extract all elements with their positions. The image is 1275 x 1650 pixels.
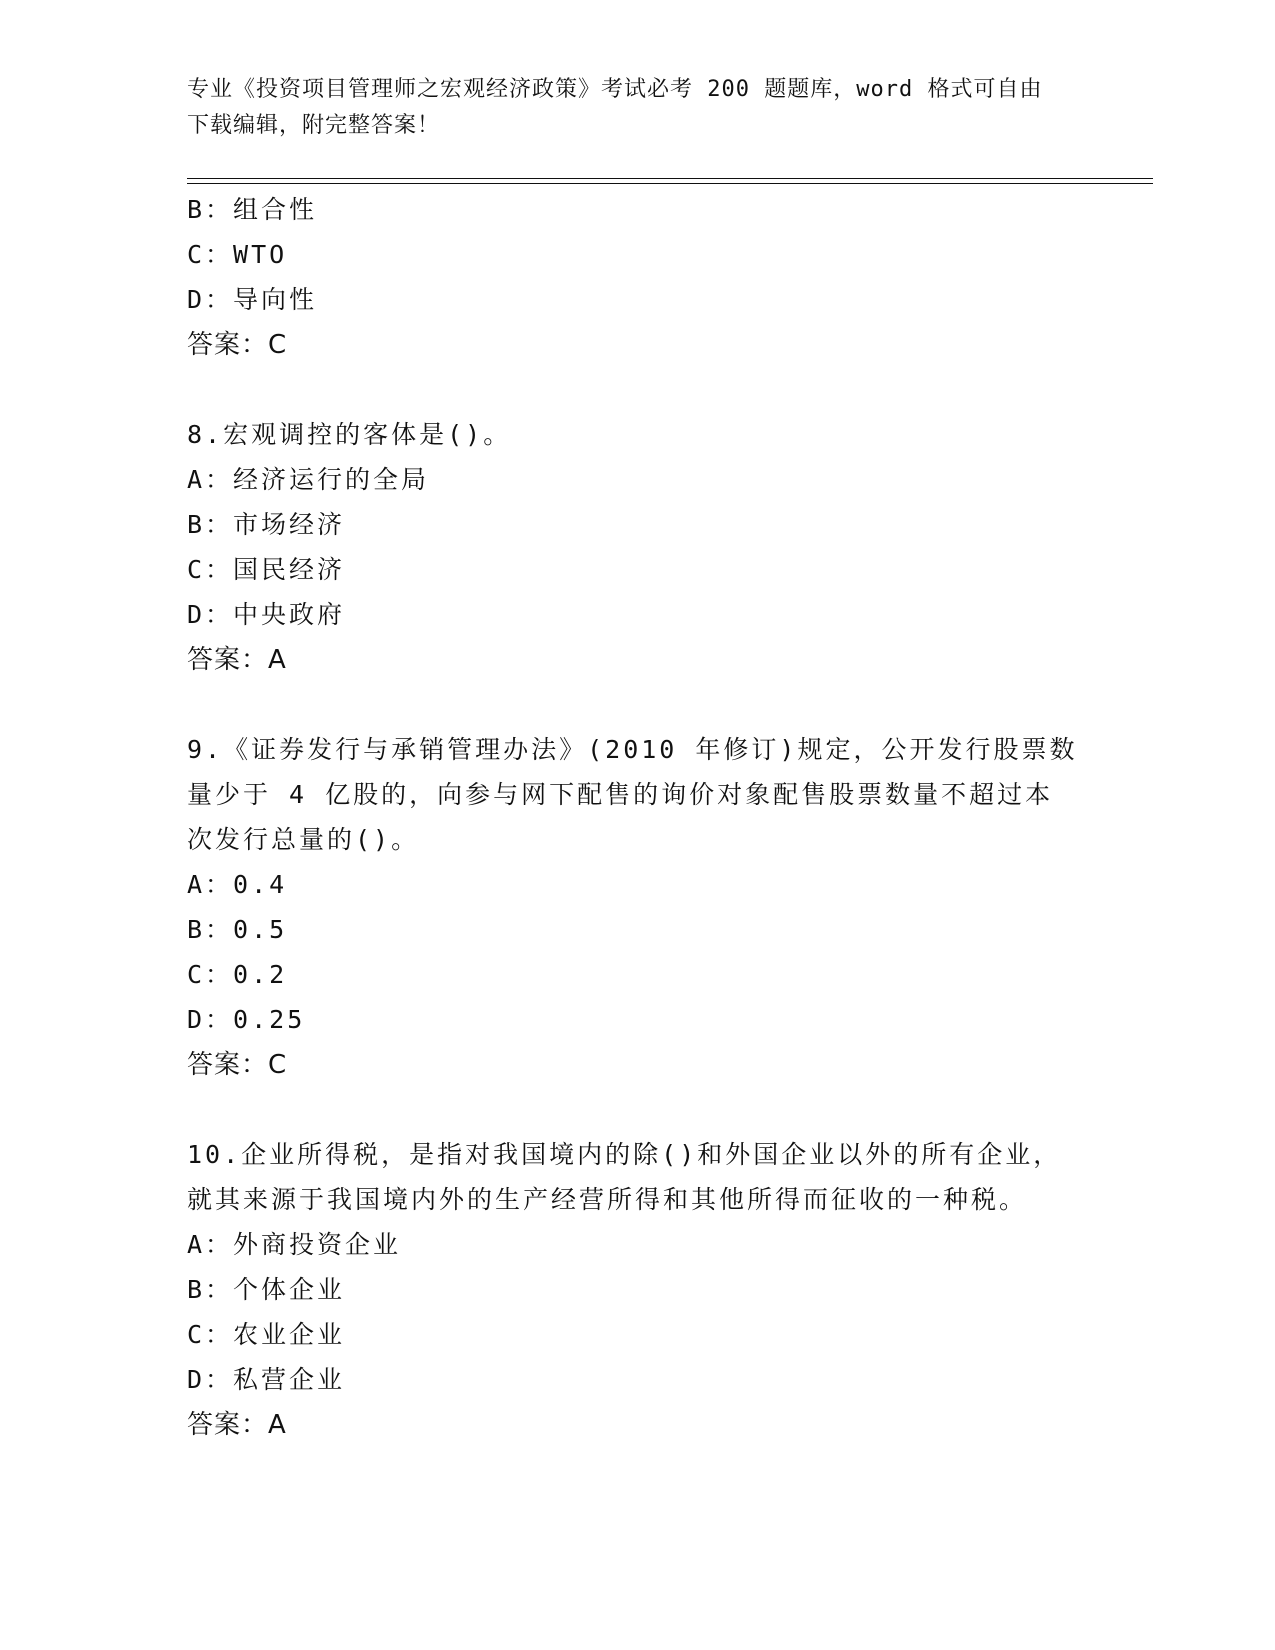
- q9-option-b: B：0.5: [187, 915, 288, 944]
- q8-option-c: C：国民经济: [187, 555, 346, 584]
- q7-option-d: D：导向性: [187, 285, 318, 314]
- q7-option-b: B：组合性: [187, 195, 318, 224]
- q9-stem-line-3: 次发行总量的()。: [187, 825, 420, 854]
- q10-option-d: D：私营企业: [187, 1365, 346, 1394]
- q8-option-d: D：中央政府: [187, 600, 346, 629]
- q8-option-b: B：市场经济: [187, 510, 346, 539]
- q9-option-d: D：0.25: [187, 1005, 306, 1034]
- header-line-2: 下载编辑，附完整答案！: [187, 113, 441, 138]
- q8-option-a: A：经济运行的全局: [187, 465, 430, 494]
- q9-stem-line-1: 9.《证券发行与承销管理办法》(2010 年修订)规定，公开发行股票数: [187, 735, 1078, 764]
- q7-answer: 答案：C: [187, 330, 288, 360]
- q10-answer: 答案：A: [187, 1410, 287, 1440]
- q9-option-a: A：0.4: [187, 870, 288, 899]
- document-header: [187, 72, 1067, 144]
- q10-option-c: C：农业企业: [187, 1320, 346, 1349]
- q10-option-a: A：外商投资企业: [187, 1230, 402, 1259]
- q9-option-c: C：0.2: [187, 960, 288, 989]
- q9-answer: 答案：C: [187, 1050, 288, 1080]
- header-divider-top: [187, 178, 1153, 179]
- q10-stem-line-2: 就其来源于我国境内外的生产经营所得和其他所得而征收的一种税。: [187, 1185, 1028, 1214]
- q9-stem-line-2: 量少于 4 亿股的，向参与网下配售的询价对象配售股票数量不超过本: [187, 780, 1054, 809]
- q10-stem-line-1: 10.企业所得税，是指对我国境内的除()和外国企业以外的所有企业，: [187, 1140, 1062, 1169]
- header-divider-bottom: [187, 183, 1153, 184]
- q7-option-c: C：WTO: [187, 240, 288, 269]
- header-line-1: 专业《投资项目管理师之宏观经济政策》考试必考 200 题题库，word 格式可自由: [187, 77, 1043, 102]
- q8-stem: 8.宏观调控的客体是()。: [187, 420, 512, 449]
- q10-option-b: B：个体企业: [187, 1275, 346, 1304]
- q8-answer: 答案：A: [187, 645, 287, 675]
